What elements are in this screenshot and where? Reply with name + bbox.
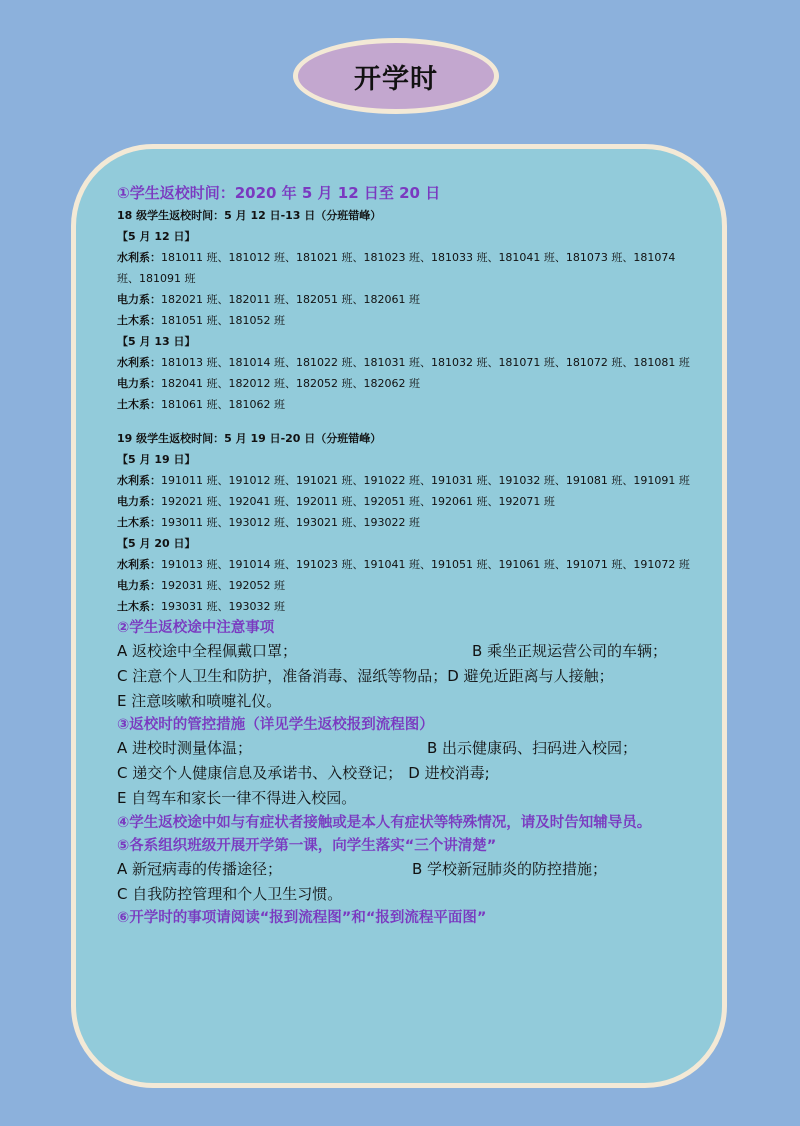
date-label: 【5 月 13 日】 — [117, 335, 196, 348]
grade-19-subtitle: 19 级学生返校时间：5 月 19 日-20 日（分班错峰） — [117, 432, 382, 445]
class-row — [117, 289, 697, 310]
item-a: A 返校途中全程佩戴口罩； — [117, 642, 298, 660]
dept-label: 水利系： — [117, 356, 161, 369]
section-6-heading: ⑥开学时的事项请阅读“报到流程图”和“报到流程平面图” — [117, 910, 487, 926]
item-row — [117, 882, 697, 907]
dept-label: 水利系： — [117, 251, 161, 264]
item-a: A 进校时测量体温； — [117, 739, 253, 757]
dept-label: 水利系： — [117, 558, 161, 571]
item-row — [117, 857, 697, 882]
item-row — [117, 786, 697, 811]
item-c: C 递交个人健康信息及承诺书、入校登记； — [117, 764, 403, 782]
item-row — [117, 639, 697, 664]
section-2-heading: ②学生返校途中注意事项 — [117, 620, 275, 636]
item-row — [117, 664, 697, 689]
class-row — [117, 394, 697, 415]
item-cd: C 注意个人卫生和防护，准备消毒、湿纸等物品；D 避免近距离与人接触； — [117, 667, 614, 685]
section-5-heading: ⑤各系组织班级开展开学第一课，向学生落实“三个讲清楚” — [117, 838, 497, 854]
class-list: 181013 班、181014 班、181022 班、181031 班、181032 班、181071 班、181072 班、181081 班 — [161, 356, 690, 369]
class-row — [117, 491, 697, 512]
class-list: 192031 班、192052 班 — [161, 579, 285, 592]
class-row — [117, 596, 697, 617]
class-row — [117, 470, 697, 491]
item-e: E 注意咳嗽和喷嚏礼仪。 — [117, 692, 282, 710]
class-row — [117, 512, 697, 533]
date-label: 【5 月 19 日】 — [117, 453, 196, 466]
item-row — [117, 761, 697, 786]
class-row — [117, 352, 697, 373]
class-list: 181051 班、181052 班 — [161, 314, 285, 327]
class-list: 191011 班、191012 班、191021 班、191022 班、191031 班、191032 班、191081 班、191091 班 — [161, 474, 690, 487]
class-row — [117, 247, 697, 289]
dept-label: 土木系： — [117, 516, 161, 529]
dept-label: 电力系： — [117, 579, 161, 592]
dept-label: 电力系： — [117, 377, 161, 390]
page-title: 开学时 — [354, 63, 438, 95]
grade-18-subtitle: 18 级学生返校时间：5 月 12 日-13 日（分班错峰） — [117, 209, 382, 222]
class-list: 193011 班、193012 班、193021 班、193022 班 — [161, 516, 420, 529]
item-d: D 进校消毒; — [408, 764, 490, 782]
dept-label: 土木系： — [117, 600, 161, 613]
spacer — [117, 415, 697, 429]
item-e: E 自驾车和家长一律不得进入校园。 — [117, 789, 357, 807]
item-b: B 学校新冠肺炎的防控措施； — [412, 860, 608, 878]
class-row — [117, 575, 697, 596]
class-row — [117, 373, 697, 394]
item-row — [117, 689, 697, 714]
item-a: A 新冠病毒的传播途径； — [117, 860, 283, 878]
section-1-heading: ①学生返校时间：2020 年 5 月 12 日至 20 日 — [117, 184, 441, 202]
class-row — [117, 554, 697, 575]
class-list: 182021 班、182011 班、182051 班、182061 班 — [161, 293, 420, 306]
title-badge — [293, 38, 499, 114]
dept-label: 土木系： — [117, 398, 161, 411]
section-4-heading: ④学生返校途中如与有症状者接触或是本人有症状等特殊情况，请及时告知辅导员。 — [117, 815, 652, 831]
dept-label: 水利系： — [117, 474, 161, 487]
item-b: B 乘坐正规运营公司的车辆； — [472, 642, 668, 660]
class-list: 193031 班、193032 班 — [161, 600, 285, 613]
class-list: 182041 班、182012 班、182052 班、182062 班 — [161, 377, 420, 390]
class-list: 191013 班、191014 班、191023 班、191041 班、191051 班、191061 班、191071 班、191072 班 — [161, 558, 690, 571]
date-label: 【5 月 12 日】 — [117, 230, 196, 243]
item-b: B 出示健康码、扫码进入校园； — [427, 739, 638, 757]
dept-label: 土木系： — [117, 314, 161, 327]
item-c: C 自我防控管理和个人卫生习惯。 — [117, 885, 343, 903]
class-list: 181061 班、181062 班 — [161, 398, 285, 411]
dept-label: 电力系： — [117, 495, 161, 508]
section-3-heading: ③返校时的管控措施（详见学生返校报到流程图） — [117, 717, 434, 733]
dept-label: 电力系： — [117, 293, 161, 306]
date-label: 【5 月 20 日】 — [117, 537, 196, 550]
notice-content — [117, 182, 697, 929]
item-row — [117, 736, 697, 761]
class-row — [117, 310, 697, 331]
class-list: 192021 班、192041 班、192011 班、192051 班、192061 班、192071 班 — [161, 495, 555, 508]
class-list: 181011 班、181012 班、181021 班、181023 班、181033 班、181041 班、181073 班、181074 班、181091 班 — [117, 251, 676, 285]
